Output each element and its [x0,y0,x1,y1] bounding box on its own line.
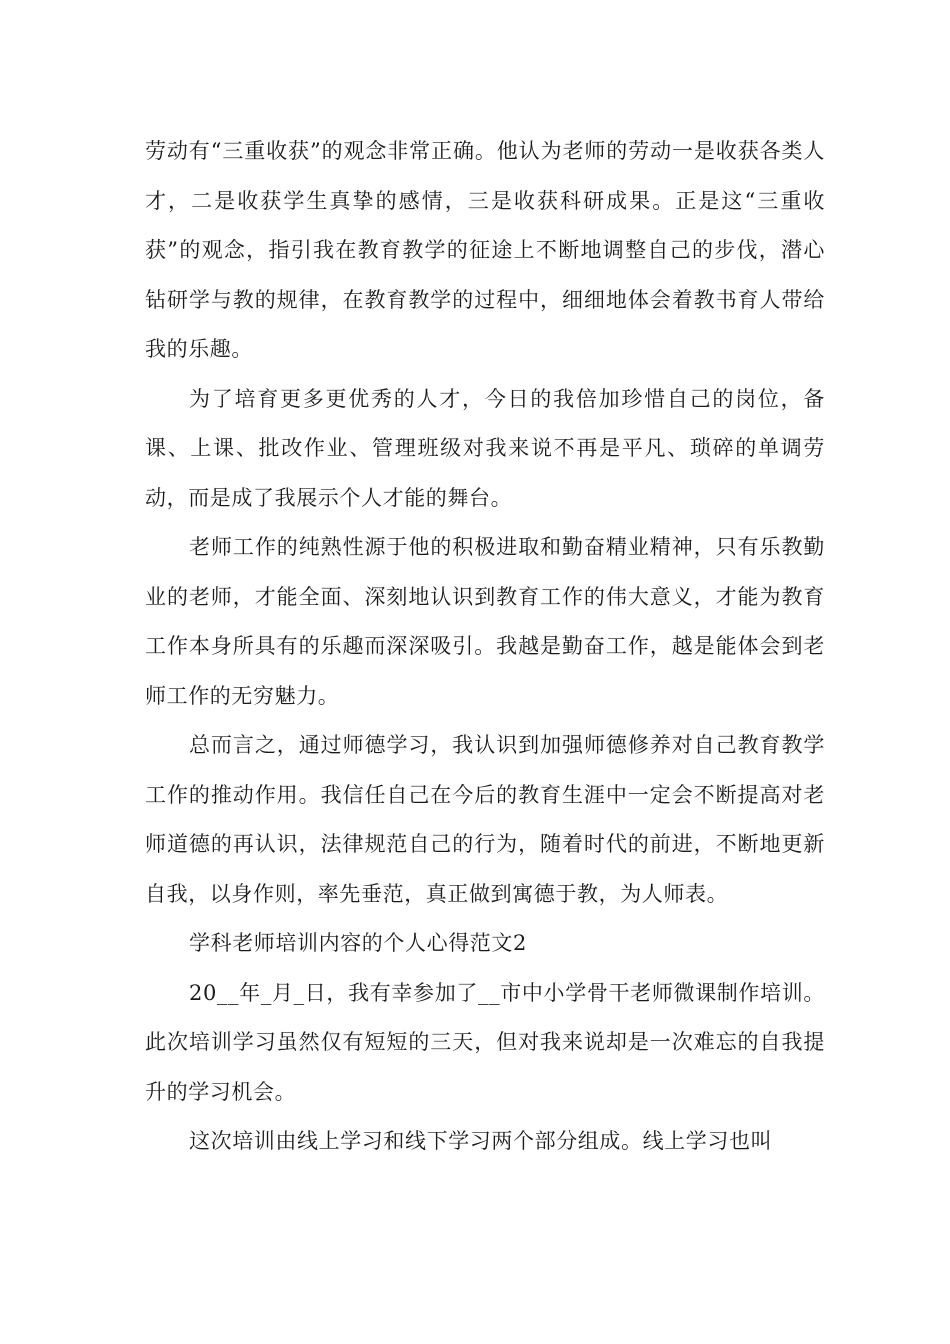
section-heading: 学科老师培训内容的个人心得范文2 [189,931,527,955]
paragraph: 这次培训由线上学习和线下学习两个部分组成。线上学习也叫 [189,1129,773,1153]
document-body [145,127,825,1167]
paragraph: 总而言之，通过师德学习，我认识到加强师德修养对自己教育教学工作的推动作用。我信任自己在今后的教育生涯中一定会不断提高对老师道德的再认识，法律规范自己的行为，随着时代的前进，不断地更新自我，以身作则，率先垂范，真正做到寓德于教，为人师表。 [145,733,825,906]
paragraph: 老师工作的纯熟性源于他的积极进取和勤奋精业精神，只有乐教勤业的老师，才能全面、深刻地认识到教育工作的伟大意义，才能为教育工作本身所具有的乐趣而深深吸引。我越是勤奋工作，越是能体会到老师工作的无穷魅力。 [145,535,825,708]
paragraph-continued: 劳动有“三重收获”的观念非常正确。他认为老师的劳动一是收获各类人才，二是收获学生真挚的感情，三是收获科研成果。正是这“三重收获”的观念，指引我在教育教学的征途上不断地调整自己的步伐，潜心钻研学与教的规律，在教育教学的过程中，细细地体会着教书育人带给我的乐趣。 [145,139,825,361]
paragraph: 为了培育更多更优秀的人才，今日的我倍加珍惜自己的岗位，备课、上课、批改作业、管理班级对我来说不再是平凡、琐碎的单调劳动，而是成了我展示个人才能的舞台。 [145,386,825,510]
paragraph: 20__年_月_日，我有幸参加了__市中小学骨干老师微课制作培训。此次培训学习虽然仅有短短的三天，但对我来说却是一次难忘的自我提升的学习机会。 [145,980,825,1104]
